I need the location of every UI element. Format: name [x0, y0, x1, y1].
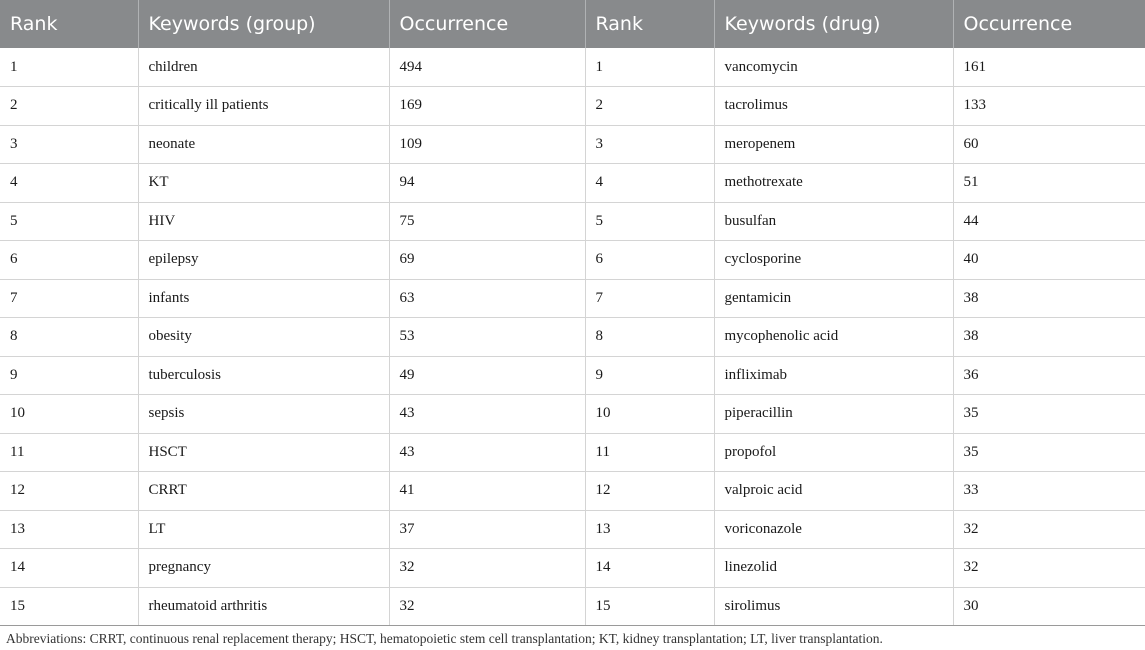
- drug-occurrence-cell: 33: [953, 472, 1145, 511]
- drug-occurrence-cell: 38: [953, 279, 1145, 318]
- group-occurrence-cell: 32: [389, 587, 585, 626]
- drug-keyword-cell: piperacillin: [714, 395, 953, 434]
- table-row: [0, 87, 1145, 126]
- drug-keyword-cell: tacrolimus: [714, 87, 953, 126]
- rank-cell: 11: [0, 433, 138, 472]
- group-keyword-cell: neonate: [138, 125, 389, 164]
- drug-occurrence-cell: 35: [953, 395, 1145, 434]
- table-footnote: Abbreviations: CRRT, continuous renal replacement therapy; HSCT, hematopoietic stem cell transplantation; KT, kidney transplantation; LT, liver transplantation.: [6, 631, 883, 646]
- drug-keyword-cell: sirolimus: [714, 587, 953, 626]
- group-keyword-cell: LT: [138, 510, 389, 549]
- table-row: [0, 549, 1145, 588]
- group-occurrence-cell: 109: [389, 125, 585, 164]
- rank-cell: 5: [0, 202, 138, 241]
- rank-cell: 8: [0, 318, 138, 357]
- group-keyword-cell: KT: [138, 164, 389, 203]
- table-row: [0, 48, 1145, 87]
- rank-cell: 6: [0, 241, 138, 280]
- table-row: [0, 433, 1145, 472]
- table-row: [0, 164, 1145, 203]
- table-row: [0, 395, 1145, 434]
- group-occurrence-cell: 69: [389, 241, 585, 280]
- rank-cell: 11: [585, 433, 714, 472]
- drug-occurrence-cell: 32: [953, 510, 1145, 549]
- group-keyword-cell: HSCT: [138, 433, 389, 472]
- table-body: [0, 48, 1145, 626]
- table-row: [0, 125, 1145, 164]
- drug-keyword-cell: busulfan: [714, 202, 953, 241]
- rank-cell: 8: [585, 318, 714, 357]
- table-header: [0, 0, 1145, 48]
- group-occurrence-cell: 41: [389, 472, 585, 511]
- drug-keyword-cell: methotrexate: [714, 164, 953, 203]
- group-occurrence-cell: 32: [389, 549, 585, 588]
- rank-cell: 15: [585, 587, 714, 626]
- table-row: [0, 318, 1145, 357]
- group-keyword-cell: sepsis: [138, 395, 389, 434]
- table-row: [0, 472, 1145, 511]
- drug-occurrence-cell: 35: [953, 433, 1145, 472]
- group-occurrence-cell: 94: [389, 164, 585, 203]
- drug-keyword-cell: gentamicin: [714, 279, 953, 318]
- group-occurrence-cell: 75: [389, 202, 585, 241]
- table-row: [0, 279, 1145, 318]
- rank-cell: 2: [585, 87, 714, 126]
- rank-drug-header: Rank: [585, 0, 714, 48]
- drug-keyword-cell: cyclosporine: [714, 241, 953, 280]
- group-occurrence-cell: 37: [389, 510, 585, 549]
- rank-cell: 15: [0, 587, 138, 626]
- rank-cell: 7: [0, 279, 138, 318]
- rank-cell: 12: [585, 472, 714, 511]
- drug-occurrence-cell: 40: [953, 241, 1145, 280]
- group-keyword-cell: tuberculosis: [138, 356, 389, 395]
- drug-occurrence-cell: 60: [953, 125, 1145, 164]
- rank-cell: 3: [585, 125, 714, 164]
- drug-keyword-cell: valproic acid: [714, 472, 953, 511]
- rank-cell: 7: [585, 279, 714, 318]
- group-keyword-cell: children: [138, 48, 389, 87]
- rank-cell: 13: [585, 510, 714, 549]
- drug-occurrence-cell: 30: [953, 587, 1145, 626]
- drug-occurrence-cell: 161: [953, 48, 1145, 87]
- group-keyword-cell: pregnancy: [138, 549, 389, 588]
- rank-cell: 4: [0, 164, 138, 203]
- occurrence-group-header: Occurrence: [389, 0, 585, 48]
- group-keyword-cell: critically ill patients: [138, 87, 389, 126]
- rank-cell: 10: [0, 395, 138, 434]
- group-occurrence-cell: 53: [389, 318, 585, 357]
- group-occurrence-cell: 43: [389, 395, 585, 434]
- drug-keyword-cell: infliximab: [714, 356, 953, 395]
- group-keyword-cell: HIV: [138, 202, 389, 241]
- drug-keyword-cell: mycophenolic acid: [714, 318, 953, 357]
- drug-occurrence-cell: 38: [953, 318, 1145, 357]
- group-keyword-cell: epilepsy: [138, 241, 389, 280]
- group-occurrence-cell: 494: [389, 48, 585, 87]
- group-occurrence-cell: 63: [389, 279, 585, 318]
- rank-cell: 14: [585, 549, 714, 588]
- table-row: [0, 202, 1145, 241]
- table-row: [0, 356, 1145, 395]
- table-row: [0, 587, 1145, 626]
- drug-occurrence-cell: 36: [953, 356, 1145, 395]
- group-occurrence-cell: 169: [389, 87, 585, 126]
- table-row: [0, 510, 1145, 549]
- drug-occurrence-cell: 32: [953, 549, 1145, 588]
- rank-cell: 9: [585, 356, 714, 395]
- drug-keyword-cell: meropenem: [714, 125, 953, 164]
- rank-cell: 6: [585, 241, 714, 280]
- group-keyword-cell: rheumatoid arthritis: [138, 587, 389, 626]
- drug-occurrence-cell: 51: [953, 164, 1145, 203]
- occurrence-drug-header: Occurrence: [963, 13, 1073, 35]
- keywords-drug-header: Keywords (drug): [714, 0, 953, 48]
- keywords-group-header: Keywords (group): [138, 0, 389, 48]
- rank-cell: 1: [0, 48, 138, 87]
- rank-cell: 13: [0, 510, 138, 549]
- drug-occurrence-cell: 133: [953, 87, 1145, 126]
- rank-cell: 4: [585, 164, 714, 203]
- drug-occurrence-cell: 44: [953, 202, 1145, 241]
- header-row: [0, 0, 1145, 48]
- drug-keyword-cell: voriconazole: [714, 510, 953, 549]
- rank-cell: 14: [0, 549, 138, 588]
- drug-keyword-cell: vancomycin: [714, 48, 953, 87]
- rank-cell: 2: [0, 87, 138, 126]
- group-occurrence-cell: 49: [389, 356, 585, 395]
- drug-keyword-cell: propofol: [714, 433, 953, 472]
- table-row: [0, 241, 1145, 280]
- rank-cell: 3: [0, 125, 138, 164]
- rank-cell: 1: [585, 48, 714, 87]
- drug-keyword-cell: linezolid: [714, 549, 953, 588]
- rank-cell: 9: [0, 356, 138, 395]
- rank-cell: 5: [585, 202, 714, 241]
- rank-cell: 12: [0, 472, 138, 511]
- group-keyword-cell: CRRT: [138, 472, 389, 511]
- group-keyword-cell: infants: [138, 279, 389, 318]
- group-occurrence-cell: 43: [389, 433, 585, 472]
- rank-group-header: Rank: [0, 0, 138, 48]
- group-keyword-cell: obesity: [138, 318, 389, 357]
- rank-cell: 10: [585, 395, 714, 434]
